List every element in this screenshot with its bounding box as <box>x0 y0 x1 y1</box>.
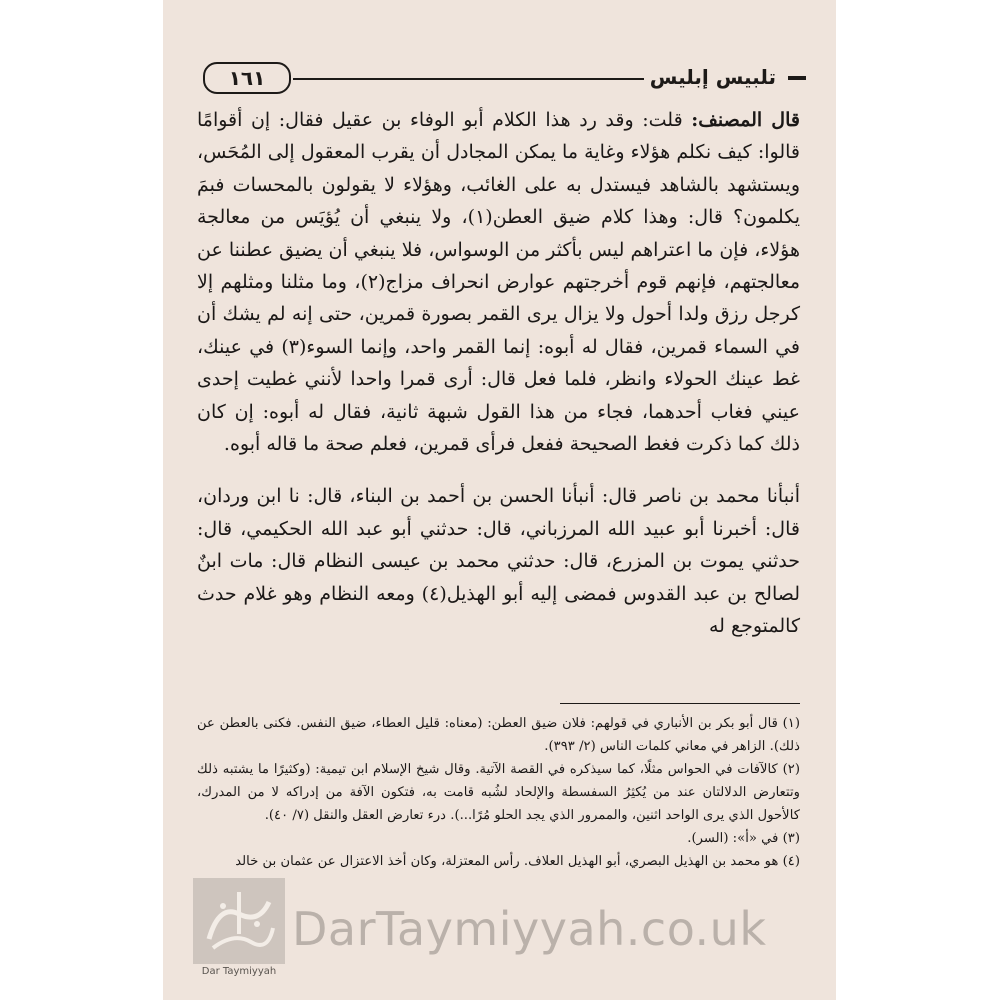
book-title: تلبيس إبليس <box>644 60 782 94</box>
running-header <box>193 60 806 94</box>
logo-caption: Dar Taymiyyah <box>201 966 277 977</box>
footnote: (٤) هو محمد بن الهذيل البصري، أبو الهذيل العلاف. رأس المعتزلة، وكان أخذ الاعتزال عن عثمان بن خالد <box>235 854 800 869</box>
calligraphy-logo-icon <box>193 878 285 964</box>
paragraph-text: قلت: وقد رد هذا الكلام أبو الوفاء بن عقيل فقال: إن أقوامًا قالوا: كيف نكلم هؤلاء وغاية ما يمكن المجادل أن يقرب المعقول إلى المُحَس، ويستشهد بالشاهد فيستدل به على الغائب، وهؤلاء لا يقولون بالمحسات فبمَ يكلمون؟ قال: وهذا كلام ضيق العطن(١)، ولا ينبغي أن يُؤيَس من معالجة هؤلاء، فإن ما اعتراهم ليس بأكثر من الوسواس، فلا ينبغي أن يضيق عطننا عن معالجتهم، فإنهم قوم أخرجتهم عوارض انحراف مزاج(٢)، وما مثلنا ومثلهم إلا كرجل رزق ولدا أحول ولا يزال يرى القمر بصورة قمرين، حتى إنه لم يشك أن في السماء قمرين، فقال له أبوه: إنما القمر واحد، وإنما السوء(٣) في عينك، غط عينك الحولاء وانظر، فلما فعل قال: أرى قمرا واحدا لأنني غطيت إحدى عيني فغاب أحدهما، فجاء من هذا القول شبهة ثانية، فقال له أبوه: إن كان ذلك كما ذكرت فغط الصحيحة ففعل فرأى قمرين، فعلم صحة ما قاله أبوه. <box>197 109 801 456</box>
watermark-logo <box>193 878 285 982</box>
header-dash <box>788 76 806 80</box>
book-page <box>163 0 836 1000</box>
footnote: (١) قال أبو بكر بن الأنباري في قولهم: فلان ضيق العطن: (معناه: قليل العطاء، ضيق النفس. فكنى بالعطن عن ذلك). الزاهر في معاني كلمات الناس (٢/ ٣٩٣). <box>197 716 800 754</box>
speaker-label: قال المصنف: <box>691 109 800 131</box>
footnote: (٣) في «أ»: (السر). <box>687 831 800 846</box>
paragraph <box>197 104 800 460</box>
header-rule <box>293 78 676 80</box>
main-text <box>197 104 800 643</box>
footnote: (٢) كالآفات في الحواس مثلًا، كما سيذكره في القصة الآتية. وقال شيخ الإسلام ابن تيمية: (وكثيرًا ما يشتبه ذلك وتتعارض الدلالتان عند من يُكثِرُ السفسطة والإلحاد لشُبه قامت به، فتكون الآفة من إدراكه لا من المدرك، كالأحول الذي يرى الواحد اثنين، والممرور الذي يجد الحلو مُرًا...). درء تعارض العقل والنقل (٧/ ٤٠). <box>197 762 800 823</box>
watermark-url: DarTaymiyyah.co.uk <box>292 902 767 956</box>
paragraph: أنبأنا محمد بن ناصر قال: أنبأنا الحسن بن أحمد بن البناء، قال: نا ابن وردان، قال: أخبرنا أبو عبيد الله المرزباني، قال: حدثني أبو عبد الله الحكيمي، قال: حدثني يموت بن المزرع، قال: حدثني محمد بن عيسى النظام قال: مات ابنٌ لصالح بن عبد القدوس فمضى إليه أبو الهذيل(٤) ومعه النظام وهو غلام حدث كالمتوجع له <box>197 485 800 638</box>
footnotes <box>197 712 800 873</box>
page-number: ١٦١ <box>203 62 291 94</box>
footnote-separator <box>560 703 800 704</box>
